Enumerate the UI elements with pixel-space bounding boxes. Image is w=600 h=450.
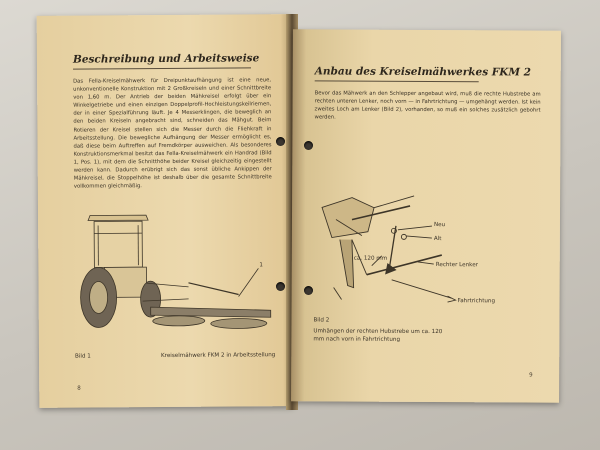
tractor-cab — [94, 221, 142, 267]
right-page-number: 9 — [529, 372, 533, 379]
label-measure: ca. 120 mm — [353, 255, 388, 262]
left-caption-text: Kreiselmähwerk FKM 2 in Arbeitsstellung — [160, 352, 276, 360]
hitch-housing — [322, 197, 374, 237]
label-alt: Alt — [433, 236, 442, 243]
mower-drum-1 — [153, 316, 205, 326]
punch-hole — [276, 137, 285, 146]
tractor-mower-illustration — [37, 14, 294, 408]
left-page-number: 8 — [77, 385, 81, 392]
right-page-heading: Anbau des Kreiselmähwerkes FKM 2 — [314, 65, 531, 79]
left-page-body: Das Fella-Kreiselmähwerk für Dreipunktaufhängung ist eine neue, unkonventionelle Konstruktion mit 2 Großkreiseln und einer Schnittbreite von 1,60 m. Der Antrieb der beiden Mähkreisel erfolgt über ein Winkelgetriebe und einen einzigen Doppelprofil-Hochleistungskeilriemen, der in einer Spezialführung läuft. Je 4 Messerklingen, die beweglich an den beiden Kreiseln angebracht sind, schneiden das Mähgut. Beim Rotieren der Kreisel stellen sich die Messer durch die Fliehkraft in Arbeitsstellung. Die bewegliche Aufhängung der Messer ermöglicht es, daß diese beim Auftreffen auf Fremdkörper ausweichen. Als besonderes Konstruktionsmerkmal besitzt das Fella-Kreiselmähwerk ein Handrad (Bild 1, Pos. 1), mit dem die Schnitthöhe beider Kreisel gleichzeitig eingestellt werden kann. Dadurch erübrigt sich das sonst übliche Ankippen der Mähkreisel, die Stoppelhöhe ist deshalb über die gesamte Schnittbreite vollkommen gleichmäßig. — [73, 77, 272, 190]
right-caption-label: Bild 2 — [313, 317, 330, 324]
hitch-diagram — [291, 29, 561, 402]
punch-hole — [276, 282, 285, 291]
punch-hole — [304, 286, 313, 295]
left-page-heading: Beschreibung und Arbeitsweise — [72, 52, 260, 66]
right-page-body: Bevor das Mähwerk an den Schlepper angebaut wird, muß die rechte Hubstrebe am rechten unteren Lenker, noch vorn — in Fahrtrichtung — umgehängt werden. Ist kein zweites Loch am Lenker (Bild 2), vorhanden, so muß ein solches zusätzlich gebohrt werden. — [314, 90, 541, 121]
lift-strut — [390, 226, 396, 266]
mower-drum-2 — [211, 318, 267, 328]
punch-hole — [304, 141, 313, 150]
figure-callout-1: 1 — [259, 262, 263, 269]
label-right-lower-link: Rechter Lenker — [435, 262, 478, 269]
left-page — [37, 14, 294, 408]
left-caption-label: Bild 1 — [74, 353, 91, 360]
label-neu: Neu — [433, 222, 446, 229]
label-direction: Fahrtrichtung — [457, 298, 496, 305]
right-page — [291, 29, 561, 402]
right-caption-text: Umhängen der rechten Hubstrebe um ca. 120 mm nach vorn in Fahrtrichtung — [313, 328, 443, 343]
